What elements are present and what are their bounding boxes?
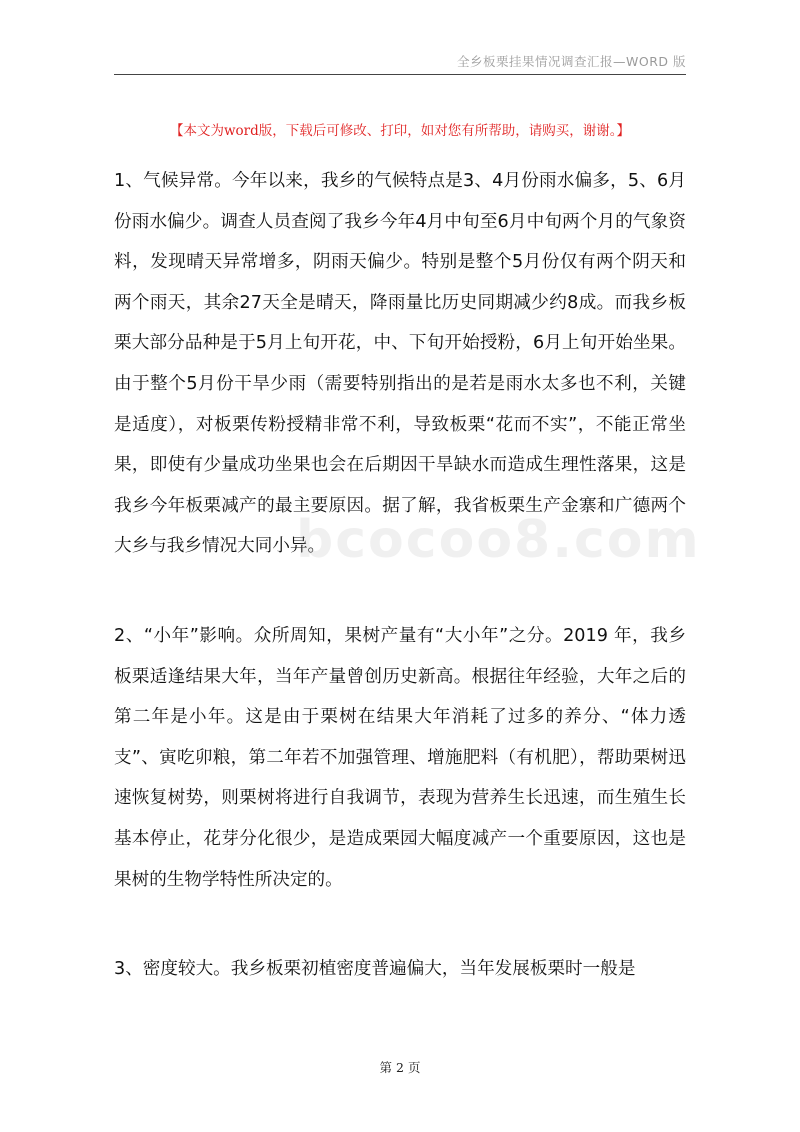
- page-number: 第 2 页: [379, 1060, 421, 1075]
- running-header: 全乡板栗挂果情况调查汇报—WORD 版: [457, 54, 686, 69]
- paragraph-density: 3、密度较大。我乡板栗初植密度普遍偏大，当年发展板栗时一般是: [114, 959, 636, 980]
- header-divider: [114, 74, 686, 75]
- paragraph-off-year: 2、“小年”影响。众所周知，果树产量有“大小年”之分。2019 年，我乡板栗适逢结果大年，当年产量曾创历史新高。根据往年经验，大年之后的第二年是小年。这是由于栗树在结果大年消耗了过多的养分、“体力透支”、寅吃卯粮，第二年若不加强管理、增施肥料（有机肥），帮助栗树迅速恢复树势，则栗树将进行自我调节，表现为营养生长迅速，而生殖生长基本停止，花芽分化很少，是造成栗园大幅度减产一个重要原因，这也是果树的生物学特性所决定的。: [114, 625, 686, 890]
- paragraph-climate: 1、气候异常。今年以来，我乡的气候特点是3、4月份雨水偏多，5、6月份雨水偏少。调查人员查阅了我乡今年4月中旬至6月中旬两个月的气象资料，发现晴天异常增多，阴雨天偏少。特别是整个5月份仅有两个阴天和两个雨天，其余27天全是晴天，降雨量比历史同期减少约8成。而我乡板栗大部分品种是于5月上旬开花，中、下旬开始授粉，6月上旬开始坐果。由于整个5月份干旱少雨（需要特别指出的是若是雨水太多也不利，关键是适度），对板栗传粉授精非常不利，导致板栗“花而不实”，不能正常坐果，即使有少量成功坐果也会在后期因干旱缺水而造成生理性落果，这是我乡今年板栗减产的最主要原因。据了解，我省板栗生产金寨和广德两个大乡与我乡情况大同小异。: [114, 171, 686, 557]
- purchase-notice: 【本文为word版，下载后可修改、打印，如对您有所帮助，请购买，谢谢。】: [169, 123, 631, 139]
- watermark: bcocoo8.com: [296, 510, 701, 570]
- document-body: [114, 161, 686, 1039]
